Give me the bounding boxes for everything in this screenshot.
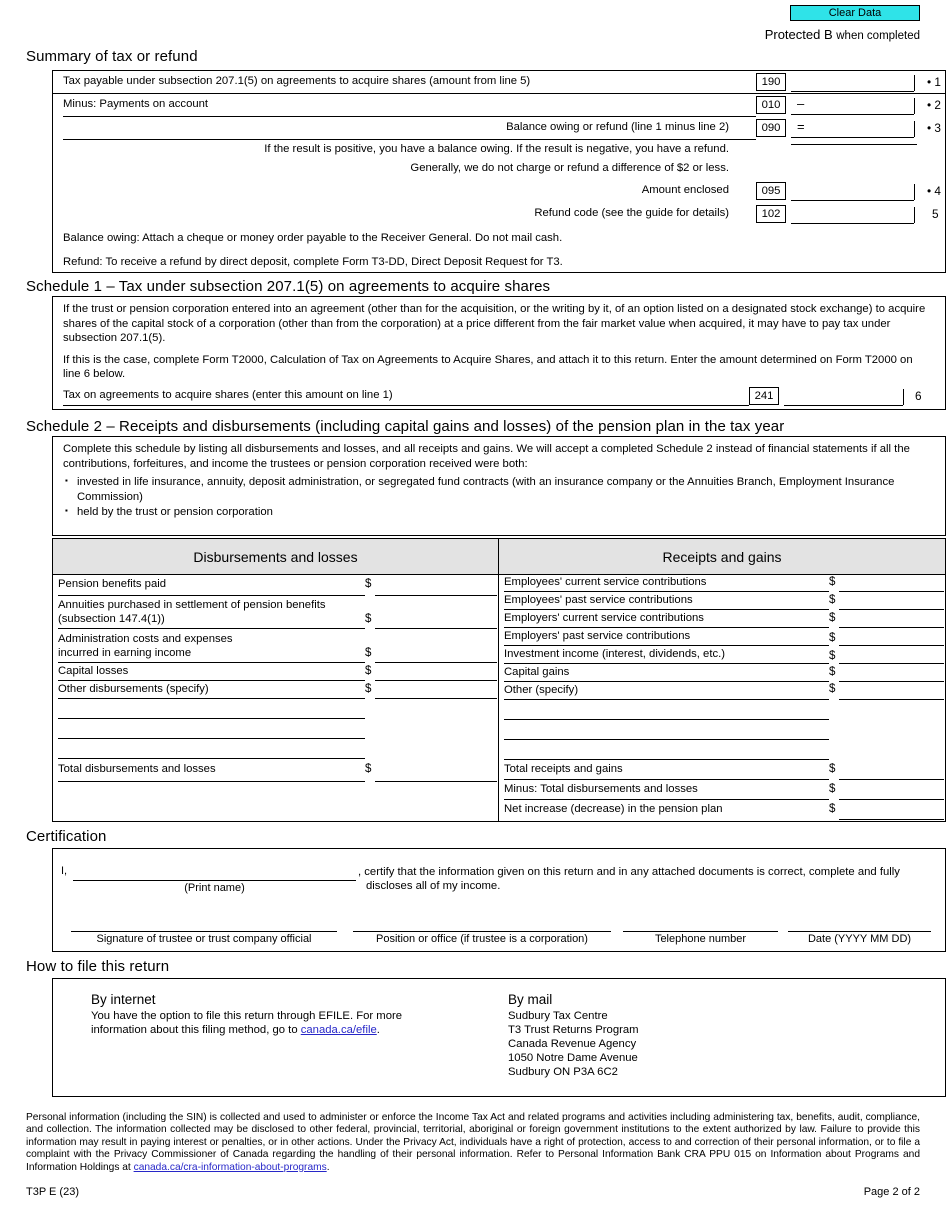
dollar-sign: $ (829, 612, 836, 624)
mail-address-line: T3 Trust Returns Program (508, 1024, 639, 1036)
mail-address-line: Sudbury ON P3A 6C2 (508, 1066, 618, 1078)
row-rule (504, 591, 829, 592)
table-row (499, 701, 945, 721)
disbursements-column (53, 539, 499, 821)
row-rule (504, 645, 829, 646)
table-row (499, 683, 945, 701)
dollar-sign: $ (829, 650, 836, 662)
summary-row-5-amount-input[interactable] (791, 223, 914, 224)
row-specify-input[interactable] (58, 718, 365, 719)
table-row (53, 740, 498, 760)
row-amount-input[interactable] (375, 628, 497, 629)
table-row (499, 647, 945, 665)
by-internet-line2-post: . (376, 1024, 380, 1036)
row-specify-input[interactable] (504, 759, 829, 760)
row-amount-input[interactable] (839, 663, 944, 664)
table-row (499, 721, 945, 741)
dollar-sign: $ (829, 632, 836, 644)
row-amount-input[interactable] (375, 662, 497, 663)
summary-row-3-number: • 3 (927, 121, 941, 135)
by-internet-line2 (91, 1023, 511, 1037)
row-rule (504, 663, 829, 664)
line-code-090[interactable]: 090 (756, 119, 786, 137)
cents-separator-6 (903, 389, 904, 405)
date-caption: Date (YYYY MM DD) (807, 933, 912, 945)
efile-link[interactable]: canada.ca/efile (300, 1024, 377, 1036)
row-amount-input[interactable] (839, 699, 944, 700)
by-mail-column (508, 993, 888, 1079)
disbursements-rows (53, 575, 498, 821)
schedule1-amount-input[interactable] (784, 405, 903, 406)
privacy-text: Personal information (including the SIN) is collected and used to administer or enforce the Income Tax Act and related programs and activities including administering tax, benefits, audit, compliance, and collection. The information collected may be disclosed to other federal, provincial, territorial, aboriginal or foreign government institutions to the extent authorized by law. Failure to provide this information may result in paying interest or penalties, or in other actions. Under the Privacy Act, individuals have a right of protection, access to and correction of their personal information, or to file a complaint with the Privacy Commissioner of Canada regarding the handling of their personal information. Refer to Personal Information Bank CRA PPU 015 on Information about Programs and Information Holdings at (26, 1112, 920, 1173)
cents-separator-1 (914, 75, 915, 91)
schedule2-heading: Schedule 2 – Receipts and disbursements (including capital gains and losses) of the pension plan in the tax year (26, 418, 785, 435)
summary-row-2-amount-input[interactable] (791, 114, 914, 115)
row-rule (504, 699, 829, 700)
dollar-sign: $ (829, 783, 836, 795)
by-internet-column (91, 993, 511, 1037)
row-label: Other (specify) (504, 684, 579, 696)
row-label: Minus: Total disbursements and losses (504, 783, 698, 795)
row-label: Employers' past service contributions (504, 630, 691, 642)
protected-b-text: Protected B (764, 27, 833, 42)
schedule2-intro-box (52, 436, 946, 536)
row-label: Total disbursements and losses (58, 763, 216, 775)
row-specify-input[interactable] (504, 719, 829, 720)
row-label: Employees' past service contributions (504, 594, 693, 606)
schedule2-bullet-2: ▪ held by the trust or pension corporation (63, 505, 933, 520)
row-label: Capital gains (504, 666, 570, 678)
line-code-102[interactable]: 102 (756, 205, 786, 223)
row-label-line2: (subsection 147.4(1)) (58, 613, 165, 625)
row-label: Employees' current service contributions (504, 576, 707, 588)
table-row (499, 665, 945, 683)
receipts-column (499, 539, 945, 821)
summary-note-balance-owing: Balance owing: Attach a cheque or money order payable to the Receiver General. Do not mail cash. (63, 232, 563, 244)
table-row (53, 575, 498, 597)
summary-note-two-dollars: Generally, we do not charge or refund a difference of $2 or less. (410, 162, 729, 174)
summary-row-1 (53, 71, 945, 94)
mail-address-line: Sudbury Tax Centre (508, 1010, 608, 1022)
row-rule (58, 680, 365, 681)
table-row (53, 682, 498, 700)
summary-heading: Summary of tax or refund (26, 48, 198, 65)
line-code-241[interactable]: 241 (749, 387, 779, 405)
summary-row-5-label: Refund code (see the guide for details) (534, 207, 729, 219)
table-row (53, 720, 498, 740)
position-input[interactable] (353, 931, 611, 932)
row-amount-input[interactable] (839, 609, 944, 610)
summary-row-4 (53, 180, 945, 203)
table-row-total (499, 801, 945, 821)
row-label-line2: incurred in earning income (58, 647, 192, 659)
certify-text-line1: , certify that the information given on this return and in any attached documents is correct, complete and fully (358, 866, 900, 878)
line-code-190[interactable]: 190 (756, 73, 786, 91)
certify-text-line2: discloses all of my income. (366, 880, 501, 892)
dollar-sign: $ (365, 763, 372, 775)
summary-box (52, 70, 946, 273)
cents-separator-2 (914, 98, 915, 114)
receipts-header: Receipts and gains (499, 539, 945, 575)
table-row-total (499, 761, 945, 781)
signature-input[interactable] (71, 931, 337, 932)
summary-row-2-label: Minus: Payments on account (63, 98, 209, 110)
summary-row-4-number: • 4 (927, 184, 941, 198)
page-number: Page 2 of 2 (863, 1186, 920, 1198)
i-label: I, (61, 865, 68, 877)
row-amount-input[interactable] (375, 781, 497, 782)
dollar-sign: $ (365, 578, 372, 590)
dollar-sign: $ (829, 666, 836, 678)
table-row-total (499, 781, 945, 801)
certification-box (52, 848, 946, 952)
mail-address-line: 1050 Notre Dame Avenue (508, 1052, 638, 1064)
row-amount-input[interactable] (839, 779, 944, 780)
schedule1-line-label: Tax on agreements to acquire shares (enter this amount on line 1) (63, 389, 393, 401)
date-input[interactable] (788, 931, 931, 932)
dollar-sign: $ (365, 647, 372, 659)
row-label: Net increase (decrease) in the pension plan (504, 803, 723, 815)
row-label: Total receipts and gains (504, 763, 623, 775)
summary-row-4-label: Amount enclosed (641, 184, 729, 196)
schedule2-bullet-1: ▪ invested in life insurance, annuity, deposit administration, or segregated fund contracts (with an insurance company or the Annuities Branch, Employment Insurance Commission) (63, 475, 933, 504)
row-label: Employers' current service contributions (504, 612, 704, 624)
schedule1-paragraphs (63, 302, 933, 389)
summary-row-5-number: 5 (932, 207, 939, 221)
summary-row-3-rule (63, 139, 756, 140)
position-caption: Position or office (if trustee is a corporation) (376, 933, 588, 945)
schedule2-intro (63, 442, 933, 521)
row-amount-input[interactable] (839, 681, 944, 682)
schedule1-para-2: If this is the case, complete Form T2000, Calculation of Tax on Agreements to Acquire Shares, and attach it to this return. Enter the amount determined on Form T2000 on line 6 below. (63, 353, 913, 380)
form-code: T3P E (23) (26, 1186, 79, 1198)
row-rule (504, 799, 829, 800)
row-rule (58, 781, 365, 782)
schedule1-heading: Schedule 1 – Tax under subsection 207.1(5) on agreements to acquire shares (26, 278, 551, 295)
howtofile-box (52, 978, 946, 1097)
row-rule (504, 681, 829, 682)
row-rule (58, 595, 365, 596)
schedule1-line-row (53, 386, 945, 408)
privacy-statement (26, 1112, 920, 1174)
print-name-input[interactable] (73, 880, 356, 881)
row-rule (504, 779, 829, 780)
dollar-sign: $ (829, 763, 836, 775)
by-internet-title: By internet (91, 992, 156, 1007)
dollar-sign: $ (365, 665, 372, 677)
table-row (53, 630, 498, 664)
schedule1-line-number: 6 (915, 389, 922, 403)
when-completed-text: when completed (836, 30, 920, 42)
by-internet-line2-pre: information about this filing method, go to (91, 1024, 301, 1036)
cents-separator-5 (914, 207, 915, 223)
row-rule (58, 698, 365, 699)
by-internet-line1: You have the option to file this return through EFILE. For more (91, 1010, 403, 1022)
row-rule (58, 662, 365, 663)
privacy-text-end: . (326, 1161, 330, 1173)
cents-separator-4 (914, 184, 915, 200)
row-label: Annuities purchased in settlement of pension benefits (58, 599, 326, 611)
row-rule (504, 609, 829, 610)
table-row (53, 664, 498, 682)
table-row (499, 593, 945, 611)
dollar-sign: $ (365, 613, 372, 625)
summary-row-3-label: Balance owing or refund (line 1 minus line 2) (506, 121, 729, 133)
table-row-total (53, 760, 498, 782)
table-row (499, 575, 945, 593)
summary-row-1-number: • 1 (927, 75, 941, 89)
minus-operator: – (797, 96, 805, 111)
row-specify-input[interactable] (504, 739, 829, 740)
clear-data-button[interactable]: Clear Data (790, 5, 920, 21)
summary-row-3-amount-input[interactable] (791, 137, 914, 138)
schedule1-line-rule (63, 405, 749, 406)
dollar-sign: $ (365, 683, 372, 695)
summary-row-1-amount-input[interactable] (791, 91, 914, 92)
summary-note-positive-negative: If the result is positive, you have a balance owing. If the result is negative, you have a refund. (264, 143, 729, 155)
row-label: Investment income (interest, dividends, etc.) (504, 648, 726, 660)
dollar-sign: $ (829, 594, 836, 606)
protected-b-label (765, 27, 920, 42)
cents-separator-3 (914, 121, 915, 137)
equals-operator: = (797, 119, 805, 134)
signature-caption: Signature of trustee or trust company official (96, 933, 312, 945)
by-mail-title: By mail (508, 992, 553, 1007)
schedule2-table (52, 538, 946, 822)
summary-note-refund: Refund: To receive a refund by direct deposit, complete Form T3-DD, Direct Deposit Request for T3. (63, 256, 563, 268)
dollar-sign: $ (829, 683, 836, 695)
summary-row-4-amount-input[interactable] (791, 200, 914, 201)
table-row (499, 741, 945, 761)
privacy-programs-link[interactable]: canada.ca/cra-information-about-programs (133, 1161, 327, 1173)
row-rule (504, 627, 829, 628)
telephone-caption: Telephone number (654, 933, 747, 945)
receipts-rows (499, 575, 945, 821)
row-amount-input[interactable] (839, 819, 944, 820)
table-row (499, 611, 945, 629)
certification-heading: Certification (26, 828, 107, 845)
summary-row-3-double-rule (791, 144, 917, 145)
print-name-caption: (Print name) (184, 882, 245, 894)
disbursements-header: Disbursements and losses (53, 539, 498, 575)
row-amount-input[interactable] (375, 698, 497, 699)
clear-data-wrapper (790, 5, 920, 21)
dollar-sign: $ (829, 576, 836, 588)
summary-row-1-label: Tax payable under subsection 207.1(5) on agreements to acquire shares (amount from line 5) (63, 75, 531, 87)
summary-row-2 (53, 94, 945, 117)
row-specify-input[interactable] (58, 738, 365, 739)
summary-row-2-number: • 2 (927, 98, 941, 112)
row-label: Capital losses (58, 665, 129, 677)
row-amount-input[interactable] (375, 595, 497, 596)
table-row (53, 700, 498, 720)
row-label: Administration costs and expenses (58, 633, 233, 645)
row-amount-input[interactable] (839, 645, 944, 646)
howtofile-heading: How to file this return (26, 958, 170, 975)
mail-address-line: Canada Revenue Agency (508, 1038, 637, 1050)
table-row (53, 597, 498, 630)
dollar-sign: $ (829, 803, 836, 815)
line-code-010[interactable]: 010 (756, 96, 786, 114)
row-rule (58, 628, 365, 629)
schedule2-para-1: Complete this schedule by listing all disbursements and losses, and all receipts and gains. We will accept a completed Schedule 2 instead of financial statements if all the contributions, forfeitures, and income the trustees or pension corporation received were both: (63, 443, 910, 470)
line-code-095[interactable]: 095 (756, 182, 786, 200)
row-label: Other disbursements (specify) (58, 683, 209, 695)
summary-row-3 (53, 117, 945, 140)
row-amount-input[interactable] (375, 680, 497, 681)
summary-row-5 (53, 203, 945, 226)
table-row (499, 629, 945, 647)
schedule1-box (52, 296, 946, 410)
row-amount-input[interactable] (839, 591, 944, 592)
telephone-input[interactable] (623, 931, 778, 932)
row-label: Pension benefits paid (58, 578, 167, 590)
row-amount-input[interactable] (839, 627, 944, 628)
schedule1-para-1: If the trust or pension corporation entered into an agreement (other than for the acquisition, or the writing by it, of an option listed on a designated stock exchange) to acquire shares of the capital stock of a corporation (other than from the corporation) at a price different from the fair market value when acquired, it may have to pay tax under subsection 207.1(5). (63, 303, 926, 344)
row-amount-input[interactable] (839, 799, 944, 800)
row-specify-input[interactable] (58, 758, 365, 759)
